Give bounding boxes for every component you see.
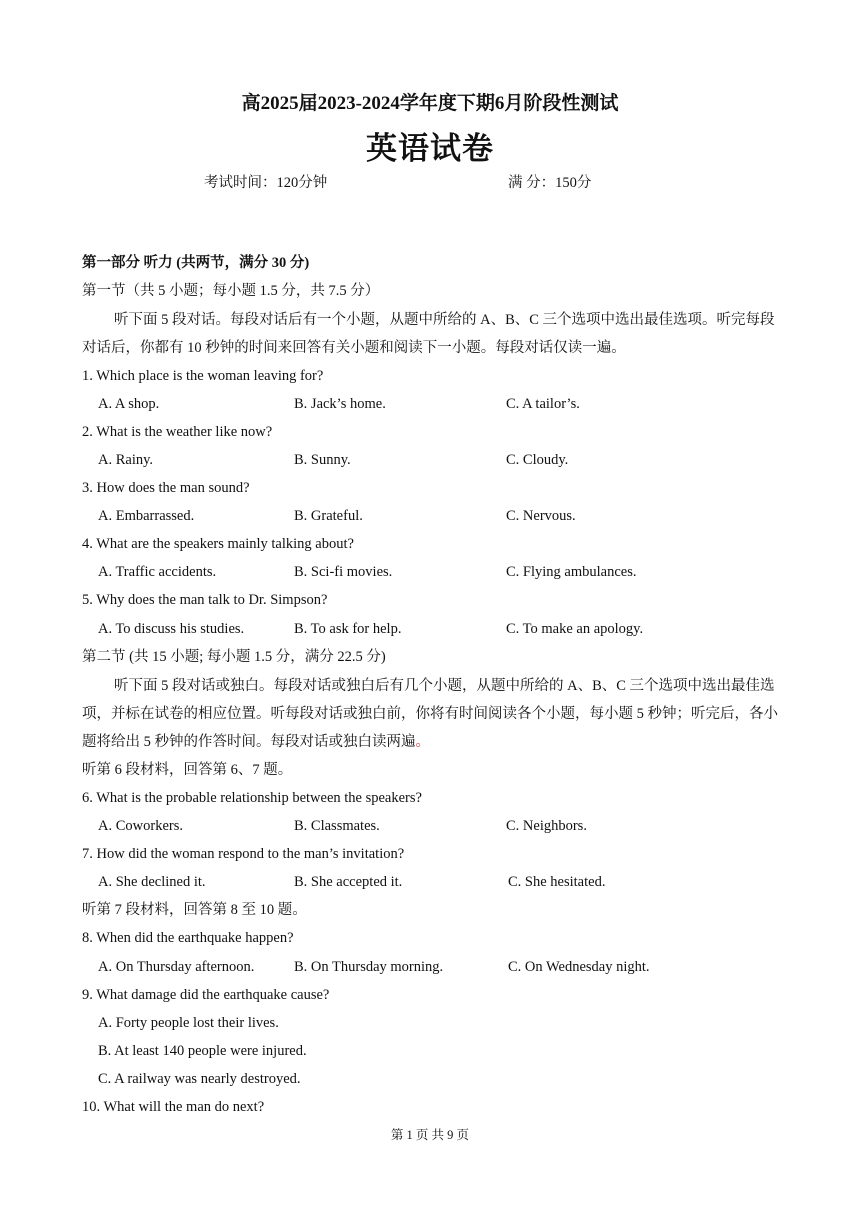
question-3: 3. How does the man sound?	[82, 480, 250, 496]
question-7-option-b: B. She accepted it.	[294, 874, 403, 890]
question-2-option-a: A. Rainy.	[98, 452, 154, 468]
question-6: 6. What is the probable relationship between the speakers?	[82, 790, 422, 806]
question-5-option-c: C. To make an apology.	[506, 621, 644, 637]
question-6-option-c: C. Neighbors.	[506, 818, 587, 834]
question-8-option-c: C. On Wednesday night.	[508, 959, 650, 975]
part1-heading: 第一部分 听力 (共两节，满分 30 分)	[82, 255, 310, 271]
question-3-option-b: B. Grateful.	[294, 508, 363, 524]
section2-instructions	[82, 672, 782, 756]
question-5-option-b: B. To ask for help.	[294, 621, 402, 637]
question-8-option-b: B. On Thursday morning.	[294, 959, 444, 975]
question-7-option-c: C. She hesitated.	[508, 874, 606, 890]
question-10: 10. What will the man do next?	[82, 1099, 265, 1115]
question-4: 4. What are the speakers mainly talking about?	[82, 536, 354, 552]
question-9-option-a: A. Forty people lost their lives.	[98, 1015, 279, 1031]
question-5-option-a: A. To discuss his studies.	[98, 621, 245, 637]
question-1: 1. Which place is the woman leaving for?	[82, 368, 324, 384]
exam-time: 考试时间：120分钟	[204, 175, 328, 191]
question-5: 5. Why does the man talk to Dr. Simpson?	[82, 592, 328, 608]
section1-instructions: 听下面 5 段对话。每段对话后有一个小题，从题中所给的 A、B、C 三个选项中选出最佳选项。听完每段对话后，你都有 10 秒钟的时间来回答有关小题和阅读下一小题。每段对话仅读一遍。	[82, 312, 775, 356]
question-4-option-c: C. Flying ambulances.	[506, 564, 637, 580]
question-1-option-a: A. A shop.	[98, 396, 160, 412]
question-9-option-c: C. A railway was nearly destroyed.	[98, 1071, 301, 1087]
question-7-option-a: A. She declined it.	[98, 874, 206, 890]
question-1-option-b: B. Jack’s home.	[294, 396, 386, 412]
section2-heading: 第二节 (共 15 小题; 每小题 1.5 分，满分 22.5 分)	[82, 649, 386, 665]
section1-heading: 第一节（共 5 小题；每小题 1.5 分，共 7.5 分）	[82, 283, 380, 299]
question-3-option-c: C. Nervous.	[506, 508, 576, 524]
question-1-option-c: C. A tailor’s.	[506, 396, 580, 412]
question-7: 7. How did the woman respond to the man’s invitation?	[82, 846, 405, 862]
question-9-option-b: B. At least 140 people were injured.	[98, 1043, 307, 1059]
material-6-note: 听第 6 段材料，回答第 6、7 题。	[82, 762, 293, 778]
section2-instructions-text: 听下面 5 段对话或独白。每段对话或独白后有几个小题，从题中所给的 A、B、C 三个选项中选出最佳选项，并标在试卷的相应位置。听每段对话或独白前，你将有时间阅读各个小题，每小题 5 秒钟；听完后，各小题将给出 5 秒钟的作答时间。每段对话或独白读两遍	[82, 678, 778, 750]
material-7-note: 听第 7 段材料，回答第 8 至 10 题。	[82, 902, 307, 918]
page-indicator: 第 1 页 共 9 页	[390, 1128, 470, 1142]
question-2-option-c: C. Cloudy.	[506, 452, 569, 468]
full-score: 满 分：150分	[508, 175, 592, 191]
question-4-option-b: B. Sci-fi movies.	[294, 564, 393, 580]
question-4-option-a: A. Traffic accidents.	[98, 564, 217, 580]
section2-instructions-end: 。	[415, 734, 430, 750]
question-8: 8. When did the earthquake happen?	[82, 930, 294, 946]
question-3-option-a: A. Embarrassed.	[98, 508, 195, 524]
question-6-option-b: B. Classmates.	[294, 818, 380, 834]
question-6-option-a: A. Coworkers.	[98, 818, 183, 834]
question-8-option-a: A. On Thursday afternoon.	[98, 959, 255, 975]
question-9: 9. What damage did the earthquake cause?	[82, 987, 330, 1003]
exam-title: 高2025届2023-2024学年度下期6月阶段性测试	[241, 93, 619, 114]
question-2: 2. What is the weather like now?	[82, 424, 273, 440]
exam-subject-title: 英语试卷	[366, 131, 494, 166]
question-2-option-b: B. Sunny.	[294, 452, 351, 468]
